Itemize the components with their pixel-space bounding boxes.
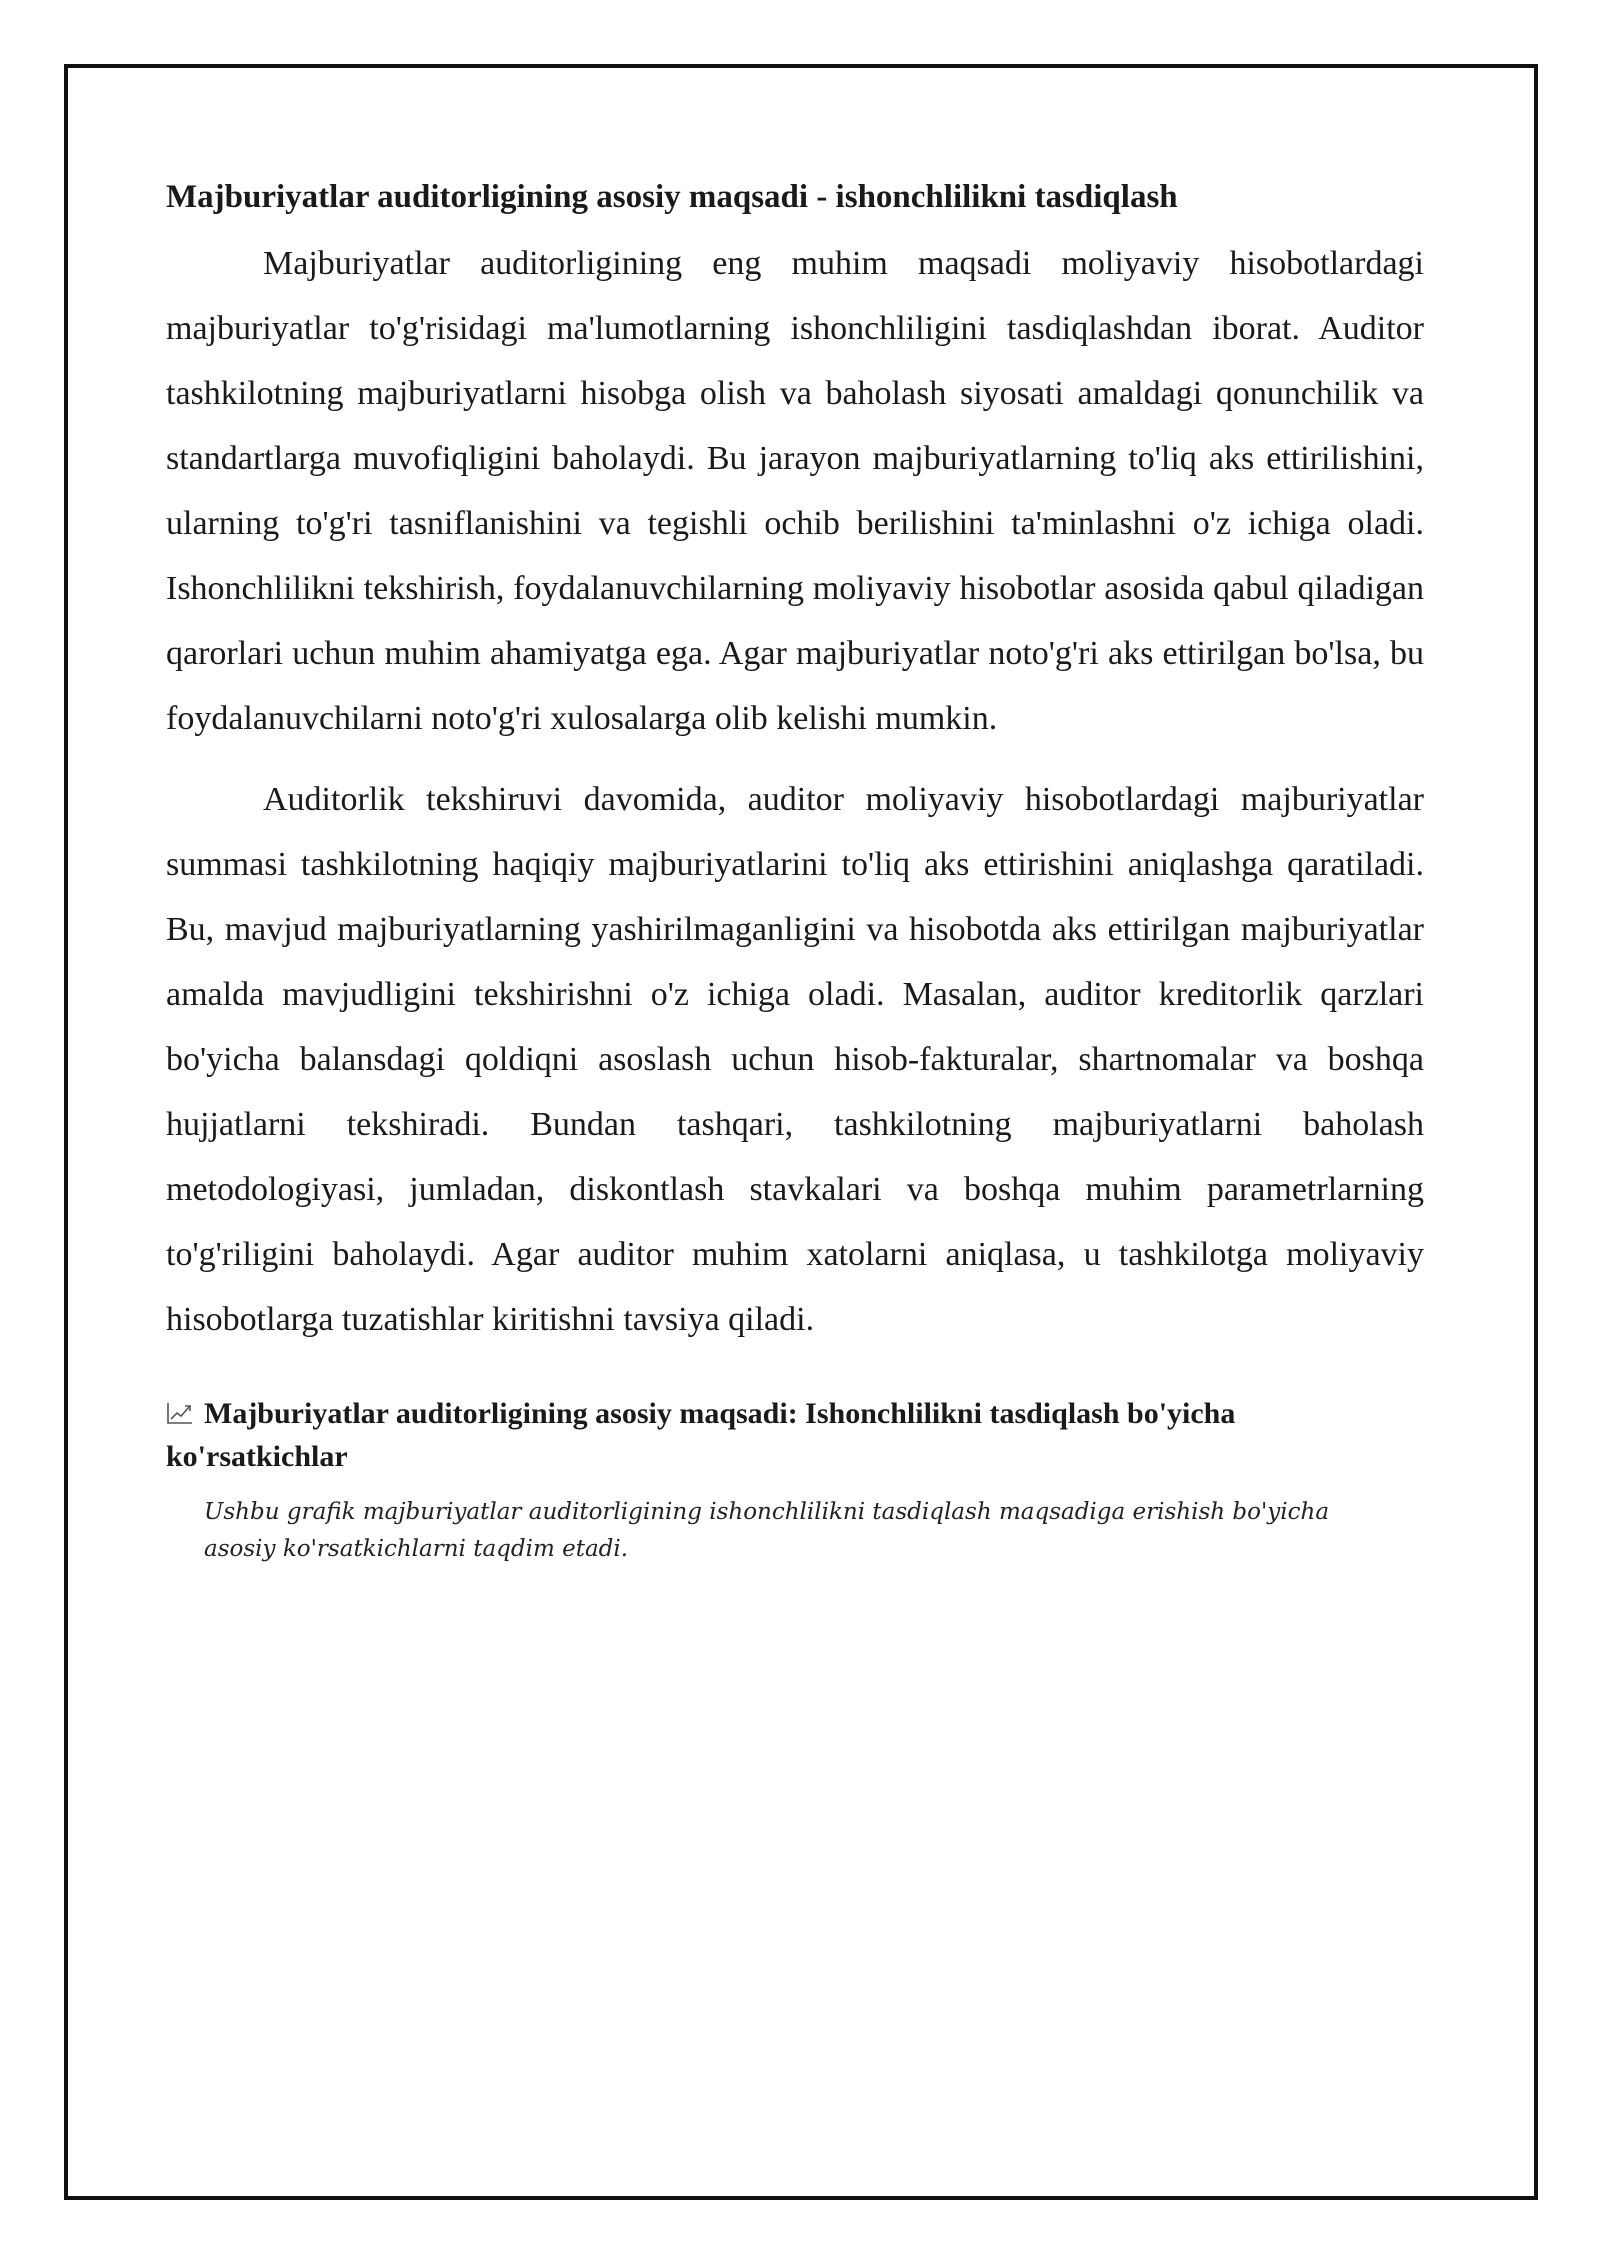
section-heading: Majburiyatlar auditorligining asosiy maqsadi - ishonchlilikni tasdiqlash — [166, 179, 1178, 215]
paragraph-2: Auditorlik tekshiruvi davomida, auditor moliyaviy hisobotlardagi majburiyatlar summasi tashkilotning haqiqiy majburiyatlarini to'liq aks ettirishini aniqlashga qaratiladi. Bu, mavjud majburiyatlarning yashirilmaganligini va hisobotda aks ettirilgan majburiyatlar amalda mavjudligini tekshirishni o'z ichiga oladi. Masalan, auditor kreditorlik qarzlari bo'yicha balansdagi qoldiqni asoslash uchun hisob-fakturalar, shartnomalar va boshqa hujjatlarni tekshiradi. Bundan tashqari, tashkilotning majburiyatlarni baholash metodologiyasi, jumladan, diskontlash stavkalari va boshqa muhim parametrlarning to'g'riligini baholaydi. Agar auditor muhim xatolarni aniqlasa, u tashkilotga moliyaviy hisobotlarga tuzatishlar kiritishni tavsiya qiladi. — [166, 781, 1424, 1338]
chart-heading — [166, 1392, 1424, 1478]
chart-increasing-icon — [166, 1401, 194, 1425]
chart-caption: Ushbu grafik majburiyatlar auditorligining ishonchlilikni tasdiqlash maqsadiga erishish bo'yicha asosiy ko'rsatkichlarni taqdim etadi. — [204, 1499, 1330, 1562]
paragraph-1: Majburiyatlar auditorligining eng muhim maqsadi moliyaviy hisobotlardagi majburiyatlar to'g'risidagi ma'lumotlarning ishonchliligini tasdiqlashdan iborat. Auditor tashkilotning majburiyatlarni hisobga olish va baholash siyosati amaldagi qonunchilik va standartlarga muvofiqligini baholaydi. Bu jarayon majburiyatlarning to'liq aks ettirilishini, ularning to'g'ri tasniflanishini va tegishli ochib berilishini ta'minlashni o'z ichiga oladi. Ishonchlilikni tekshirish, foydalanuvchilarning moliyaviy hisobotlar asosida qabul qiladigan qarorlari uchun muhim ahamiyatga ega. Agar majburiyatlar noto'g'ri aks ettirilgan bo'lsa, bu foydalanuvchilarni noto'g'ri xulosalarga olib kelishi mumkin. — [166, 245, 1424, 737]
document-content — [166, 110, 1424, 1568]
chart-title: Majburiyatlar auditorligining asosiy maqsadi: Ishonchlilikni tasdiqlash bo'yicha ko'rsatkichlar — [166, 1397, 1236, 1473]
